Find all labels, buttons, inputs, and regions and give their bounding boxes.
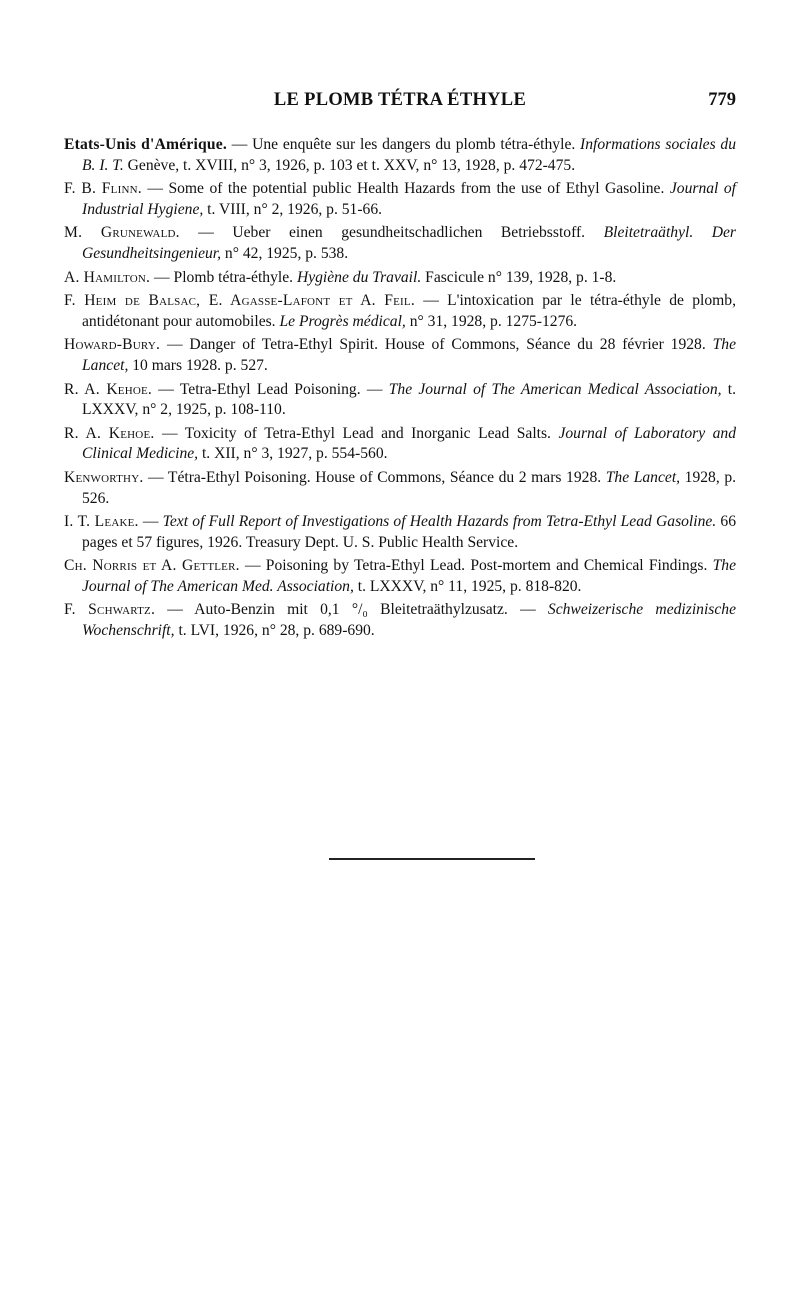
reference-details: t. LVI, 1926, n° 28, p. 689-690. [174, 622, 375, 640]
reference-details: 1928, p. 526. [82, 468, 737, 507]
reference-author: R. A. Kehoe. [64, 424, 155, 442]
running-head [64, 90, 736, 116]
reference-author: Ch. Norris et A. Gettler. [64, 557, 240, 575]
running-title: LE PLOMB TÉTRA ÉTHYLE [273, 90, 527, 110]
reference-entry [64, 223, 736, 264]
reference-source: Le Progrès médical, [279, 312, 406, 330]
reference-author: A. Hamilton. [64, 268, 151, 286]
reference-text: — Danger of Tetra-Ethyl Spirit. House of Commons, Séance du 28 février 1928. [160, 336, 713, 354]
reference-entry [64, 512, 736, 553]
reference-text: — Tetra-Ethyl Lead Poisoning. — [152, 380, 389, 398]
reference-details: t. VIII, n° 2, 1926, p. 51-66. [203, 200, 383, 218]
reference-source: The Journal of The American Med. Association, [82, 557, 737, 595]
reference-text: — Auto-Benzin mit 0,1 °/₀ Bleitetraäthylzusatz. — [155, 601, 548, 619]
reference-source: Journal of Industrial Hygiene, [82, 180, 736, 218]
reference-details: n° 42, 1925, p. 538. [221, 244, 349, 262]
reference-entry [64, 468, 736, 509]
reference-author: F. Heim de Balsac, E. Agasse-Lafont et A. Feil. [64, 292, 415, 310]
reference-text: — Ueber einen gesundheitschadlichen Betriebsstoff. [179, 224, 604, 242]
reference-author: F. Schwartz. [64, 601, 156, 619]
reference-text: — [138, 513, 163, 531]
reference-author: R. A. Kehoe. [64, 380, 153, 398]
reference-entry [64, 335, 736, 376]
reference-entry [64, 291, 736, 332]
reference-text: — Toxicity of Tetra-Ethyl Lead and Inorganic Lead Salts. [154, 424, 559, 442]
reference-details: Fascicule n° 139, 1928, p. 1-8. [421, 268, 617, 286]
reference-source: Schweizerische medizinische Wochenschrift, [82, 601, 736, 640]
reference-text: — Poisoning by Tetra-Ethyl Lead. Post-mortem and Chemical Findings. [239, 557, 713, 575]
reference-author: Etats-Unis d'Amérique. [64, 136, 227, 153]
bibliography [64, 135, 736, 645]
reference-author: M. Grunewald. [64, 224, 180, 242]
reference-entry [64, 556, 736, 597]
reference-text: — L'intoxication par le tétra-éthyle de plomb, antidétonant pour automobiles. [82, 292, 736, 330]
reference-source: Hygiène du Travail. [296, 268, 422, 286]
reference-entry [64, 135, 736, 176]
page-number: 779 [708, 90, 736, 110]
reference-source: The Lancet, [605, 468, 681, 486]
reference-source: The Journal of The American Medical Association, [388, 380, 722, 398]
reference-text: — Plomb tétra-éthyle. [150, 268, 297, 286]
reference-details: t. LXXXV, n° 2, 1925, p. 108-110. [82, 380, 737, 419]
reference-details: t. LXXXV, n° 11, 1925, p. 818-820. [353, 577, 582, 595]
reference-source: Text of Full Report of Investigations of Health Hazards from Tetra-Ethyl Lead Gasoline. [162, 513, 717, 531]
reference-entry [64, 424, 736, 465]
reference-details: 66 pages et 57 figures, 1926. Treasury Dept. U. S. Public Health Service. [82, 513, 737, 551]
reference-author: F. B. Flinn. [64, 180, 142, 198]
reference-entry [64, 380, 736, 421]
reference-entry [64, 600, 736, 641]
reference-text: — Some of the potential public Health Hazards from the use of Ethyl Gasoline. [141, 180, 670, 198]
reference-author: Howard-Bury. [64, 336, 161, 354]
reference-source: Journal of Laboratory and Clinical Medicine, [82, 424, 736, 463]
reference-entry [64, 179, 736, 220]
reference-details: Genève, t. XVIII, n° 3, 1926, p. 103 et t. XXV, n° 13, 1928, p. 472-475. [123, 156, 576, 174]
section-end-rule [329, 858, 535, 860]
reference-author: Kenworthy. [64, 468, 144, 486]
reference-author: I. T. Leake. [64, 513, 139, 531]
reference-entry [64, 268, 736, 289]
reference-source: Bleitetraäthyl. Der Gesundheitsingenieur, [82, 224, 736, 262]
reference-details: n° 31, 1928, p. 1275-1276. [405, 312, 578, 330]
reference-source: The Lancet, [82, 336, 736, 374]
reference-details: t. XII, n° 3, 1927, p. 554-560. [198, 445, 388, 463]
reference-source: Informations sociales du B. I. T. [82, 136, 737, 174]
reference-details: 10 mars 1928. p. 527. [128, 356, 268, 374]
reference-text: — Tétra-Ethyl Poisoning. House of Commons, Séance du 2 mars 1928. [143, 468, 606, 486]
reference-text: — Une enquête sur les dangers du plomb tétra-éthyle. [226, 136, 581, 153]
